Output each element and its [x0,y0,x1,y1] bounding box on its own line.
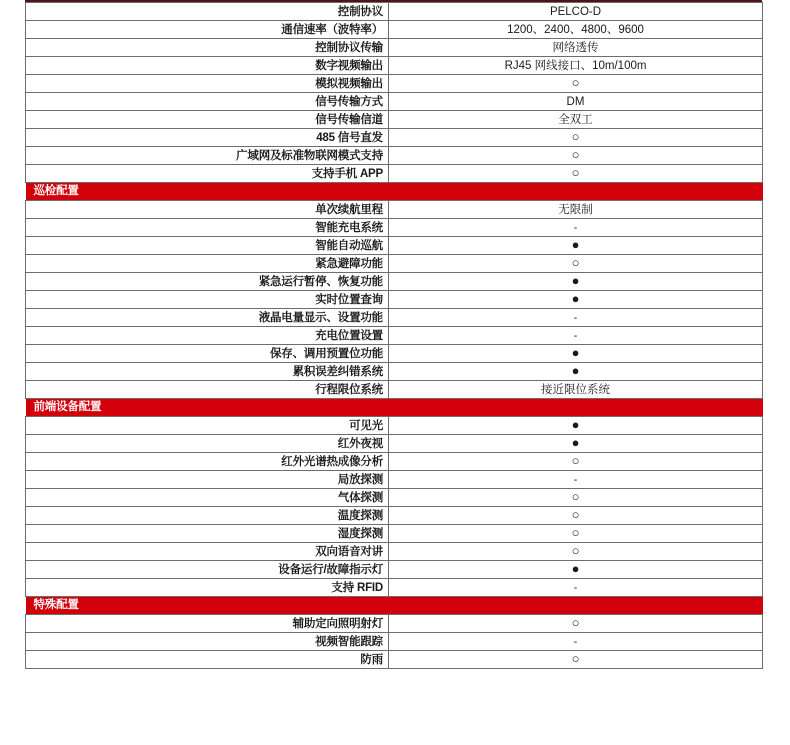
spec-value [389,435,763,453]
filled-circle-icon: ● [571,273,580,288]
table-row [26,129,763,147]
spec-label: 单次续航里程 [26,201,389,219]
table-row [26,381,763,399]
dash-icon: - [573,635,578,648]
table-row [26,525,763,543]
hollow-circle-icon: ○ [571,489,580,504]
specification-table [25,2,763,669]
spec-label: 温度探测 [26,507,389,525]
filled-circle-icon: ● [571,363,580,378]
table-row [26,615,763,633]
spec-value [389,291,763,309]
table-row [26,255,763,273]
section-header-label: 前端设备配置 [26,399,763,417]
hollow-circle-icon: ○ [571,615,580,630]
table-row [26,435,763,453]
table-row [26,57,763,75]
table-row [26,219,763,237]
hollow-circle-icon: ○ [571,453,580,468]
table-row [26,75,763,93]
table-row [26,111,763,129]
spec-label: 控制协议 [26,3,389,21]
hollow-circle-icon: ○ [571,129,580,144]
spec-value [389,75,763,93]
section-header-label: 巡检配置 [26,183,763,201]
spec-value [389,363,763,381]
spec-label: 红外夜视 [26,435,389,453]
spec-value [389,273,763,291]
spec-value [389,561,763,579]
table-row [26,147,763,165]
spec-value [389,345,763,363]
table-row [26,579,763,597]
spec-value [389,525,763,543]
spec-label: 模拟视频输出 [26,75,389,93]
spec-value: RJ45 网线接口、10m/100m [389,57,763,75]
spec-value [389,615,763,633]
section-header-row [26,183,763,201]
spec-label: 紧急运行暂停、恢复功能 [26,273,389,291]
spec-label: 充电位置设置 [26,327,389,345]
table-row [26,309,763,327]
filled-circle-icon: ● [571,435,580,450]
table-row [26,327,763,345]
spec-label: 局放探测 [26,471,389,489]
spec-label: 可见光 [26,417,389,435]
table-row [26,273,763,291]
dash-icon: - [573,329,578,342]
spec-label: 红外光谱热成像分析 [26,453,389,471]
table-row [26,39,763,57]
spec-label: 通信速率（波特率） [26,21,389,39]
spec-value [389,165,763,183]
spec-label: 视频智能跟踪 [26,633,389,651]
filled-circle-icon: ● [571,345,580,360]
table-row [26,651,763,669]
hollow-circle-icon: ○ [571,75,580,90]
spec-label: 辅助定向照明射灯 [26,615,389,633]
table-row [26,633,763,651]
spec-value [389,507,763,525]
spec-label: 实时位置查询 [26,291,389,309]
table-row [26,489,763,507]
spec-value: 无限制 [389,201,763,219]
table-row [26,291,763,309]
spec-value [389,579,763,597]
spec-label: 气体探测 [26,489,389,507]
spec-value [389,417,763,435]
table-row [26,21,763,39]
spec-value [389,237,763,255]
spec-value [389,471,763,489]
spec-value: 接近限位系统 [389,381,763,399]
spec-label: 智能自动巡航 [26,237,389,255]
spec-value [389,651,763,669]
hollow-circle-icon: ○ [571,147,580,162]
table-row [26,363,763,381]
spec-label: 广域网及标准物联网模式支持 [26,147,389,165]
spec-value [389,309,763,327]
filled-circle-icon: ● [571,561,580,576]
hollow-circle-icon: ○ [571,543,580,558]
filled-circle-icon: ● [571,417,580,432]
table-row [26,345,763,363]
spec-value: PELCO-D [389,3,763,21]
table-row [26,93,763,111]
spec-label: 湿度探测 [26,525,389,543]
dash-icon: - [573,473,578,486]
table-row [26,165,763,183]
spec-label: 智能充电系统 [26,219,389,237]
spec-label: 数字视频输出 [26,57,389,75]
hollow-circle-icon: ○ [571,507,580,522]
hollow-circle-icon: ○ [571,651,580,666]
spec-value [389,219,763,237]
spec-value [389,129,763,147]
section-header-row [26,597,763,615]
specification-table-body [26,3,763,669]
table-row [26,417,763,435]
spec-label: 信号传输信道 [26,111,389,129]
spec-label: 累积误差纠错系统 [26,363,389,381]
table-row [26,543,763,561]
hollow-circle-icon: ○ [571,255,580,270]
dash-icon: - [573,311,578,324]
spec-label: 保存、调用预置位功能 [26,345,389,363]
filled-circle-icon: ● [571,237,580,252]
table-row [26,471,763,489]
hollow-circle-icon: ○ [571,525,580,540]
spec-value: 1200、2400、4800、9600 [389,21,763,39]
spec-value [389,453,763,471]
hollow-circle-icon: ○ [571,165,580,180]
filled-circle-icon: ● [571,291,580,306]
spec-value: 全双工 [389,111,763,129]
table-row [26,561,763,579]
table-row [26,453,763,471]
section-header-label: 特殊配置 [26,597,763,615]
spec-label: 控制协议传输 [26,39,389,57]
section-header-row [26,399,763,417]
spec-label: 支持手机 APP [26,165,389,183]
table-row [26,237,763,255]
spec-value [389,489,763,507]
spec-label: 支持 RFID [26,579,389,597]
spec-label: 液晶电量显示、设置功能 [26,309,389,327]
spec-value [389,543,763,561]
spec-value [389,633,763,651]
spec-value [389,327,763,345]
dash-icon: - [573,581,578,594]
spec-label: 行程限位系统 [26,381,389,399]
spec-value [389,255,763,273]
table-row [26,201,763,219]
spec-label: 设备运行/故障指示灯 [26,561,389,579]
spec-label: 信号传输方式 [26,93,389,111]
spec-value: 网络透传 [389,39,763,57]
spec-label: 防雨 [26,651,389,669]
spec-label: 双向语音对讲 [26,543,389,561]
spec-value [389,147,763,165]
spec-value: DM [389,93,763,111]
spec-label: 紧急避障功能 [26,255,389,273]
table-row [26,507,763,525]
table-row [26,3,763,21]
dash-icon: - [573,221,578,234]
spec-label: 485 信号直发 [26,129,389,147]
